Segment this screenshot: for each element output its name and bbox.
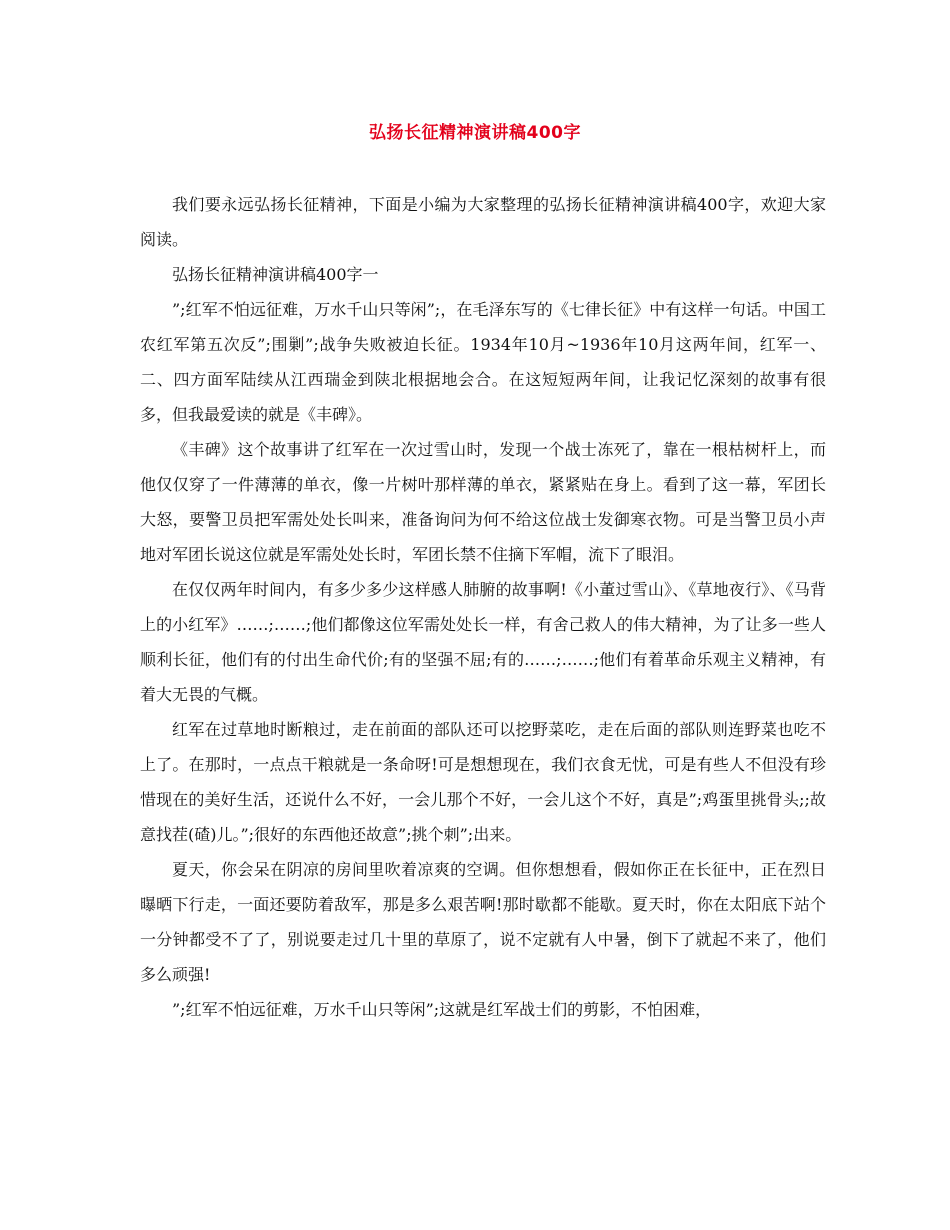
paragraph-monument-story: 《丰碑》这个故事讲了红军在一次过雪山时，发现一个战士冻死了，靠在一根枯树杆上，而他仅仅穿了一件薄薄的单衣，像一片树叶那样薄的单衣，紧紧贴在身上。看到了这一幕，军团长大怒，要警卫员把军需处处长叫来，准备询问为何不给这位战士发御寒衣物。可是当警卫员小声地对军团长说这位就是军需处处长时，军团长禁不住摘下军帽，流下了眼泪。 [140,440,826,564]
paragraph-long-march: ”;红军不怕远征难，万水千山只等闲”;，在毛泽东写的《七律长征》中有这样一句话。中国工农红军第五次反”;围剿”;战争失败被迫长征。1934年10月~1936年10月这两年间，红军一、二、四方面军陆续从江西瑞金到陕北根据地会合。在这短短两年间，让我记忆深刻的故事有很多，但我最爱读的就是《丰碑》。 [140,300,826,424]
paragraph-closing: ”;红军不怕远征难，万水千山只等闲”;这就是红军战士们的剪影，不怕困难， [172,1000,712,1019]
paragraph-touching-stories: 在仅仅两年时间内，有多少多少这样感人肺腑的故事啊!《小董过雪山》、《草地夜行》、《马背上的小红军》……;……;他们都像这位军需处处长一样，有舍己救人的伟大精神，为了让多一些人顺利长征，他们有的付出生命代价;有的坚强不屈;有的……;……;他们有着革命乐观主义精神，有着大无畏的气概。 [140,580,826,704]
document-body [140,187,826,1027]
paragraph-summer: 夏天，你会呆在阴凉的房间里吹着凉爽的空调。但你想想看，假如你正在长征中，正在烈日曝晒下行走，一面还要防着敌军，那是多么艰苦啊!那时歇都不能歇。夏天时，你在太阳底下站个一分钟都受不了了，别说要走过几十里的草原了，说不定就有人中暑，倒下了就起不来了，他们多么顽强! [140,860,826,984]
paragraph-intro: 我们要永远弘扬长征精神，下面是小编为大家整理的弘扬长征精神演讲稿400字，欢迎大家阅读。 [140,195,826,249]
paragraph-grassland: 红军在过草地时断粮过，走在前面的部队还可以挖野菜吃，走在后面的部队则连野菜也吃不上了。在那时，一点点干粮就是一条命呀!可是想想现在，我们衣食无忧，可是有些人不但没有珍惜现在的美好生活，还说什么不好，一会儿那个不好，一会儿这个不好，真是”;鸡蛋里挑骨头;;故意找茬(碴)儿。”;很好的东西他还故意”;挑个刺”;出来。 [140,720,826,844]
paragraph-subheading: 弘扬长征精神演讲稿400字一 [172,265,379,284]
document-title: 弘扬长征精神演讲稿400字 [369,123,581,143]
